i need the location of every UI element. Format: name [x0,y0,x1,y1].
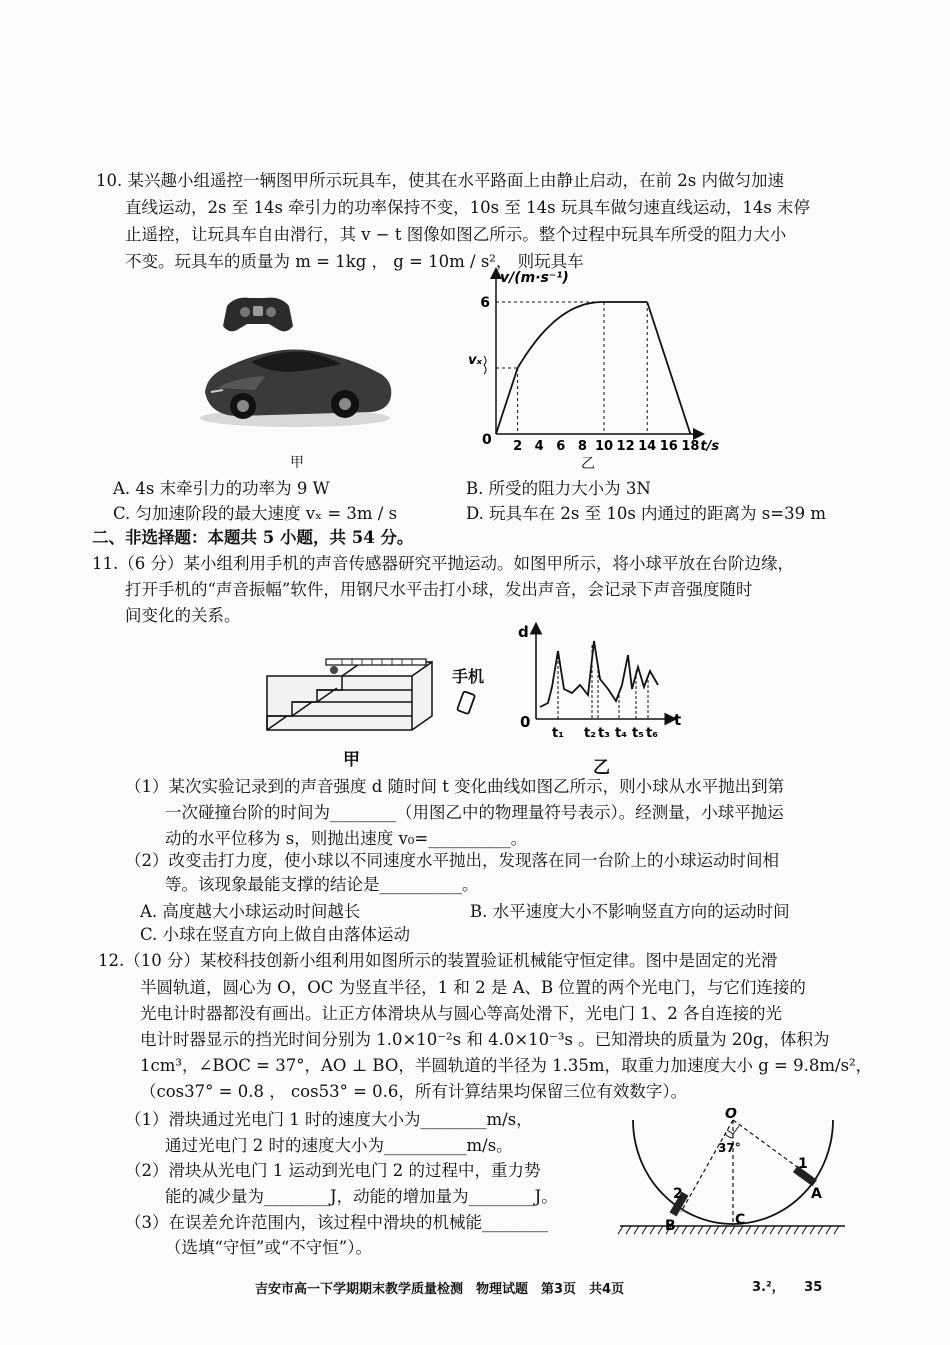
stairs-figure [262,652,437,737]
vt-segment-decel [647,302,690,434]
q10-option-b: B. 所受的阻力大小为 3N [466,479,651,498]
vt-x-tick-4: 4 [534,439,544,454]
sound-origin-label: 0 [520,713,531,731]
car-body-icon [200,350,391,428]
q11-sub1-line-2: 一次碰撞台阶的时间为________（用图乙中的物理量符号表示）。经测量，小球平抛运 [165,803,784,822]
track-label-o: O [725,1108,737,1122]
vt-y-tick-vx: vₓ [468,353,482,368]
vt-segment-accel [496,368,518,434]
q12-sub3-line-2: （选填“守恒”或“不守恒”）。 [165,1238,372,1257]
toy-car-figure [195,292,400,432]
q12-line-2: 半圆轨道，圆心为 O，OC 为竖直半径，1 和 2 是 A、B 位置的两个光电门，与它们连接的 [140,978,806,997]
track-label-gate2: 2 [673,1186,683,1202]
semicircle-track-figure [615,1108,850,1243]
sound-y-label: d [518,623,529,641]
q11-sub1-line-3: 动的水平位移为 s，则抛出速度 v₀=__________。 [165,829,528,848]
footer-text: 吉安市高一下学期期末教学质量检测 物理试题 第3页 共4页 [255,1282,625,1297]
vt-x-tick-12: 12 [616,439,635,454]
vt-x-tick-16: 16 [659,439,678,454]
vt-x-label: t/s [700,439,720,454]
vt-x-tick-14: 14 [638,439,657,454]
section-2-heading: 二、非选择题：本题共 5 小题，共 54 分。 [92,528,414,547]
q10-line-4: 不变。玩具车的质量为 m = 1kg ， g = 10m / s²， 则玩具车 [125,252,584,271]
track-label-gate1: 1 [798,1156,808,1172]
vt-x-tick-18: 18 [681,439,700,454]
track-label-a: A [811,1186,822,1202]
vt-origin-label: 0 [482,432,492,448]
q11-line-2: 打开手机的“声音振幅”软件，用钢尺水平击打小球，发出声音，会记录下声音强度随时 [125,580,753,599]
q11-option-c: C. 小球在竖直方向上做自由落体运动 [140,925,411,944]
track-label-b: B [665,1218,676,1234]
q10-line-3: 止遥控，让玩具车自由滑行，其 v − t 图像如图乙所示。整个过程中玩具车所受的阻力大小 [125,225,787,244]
q12-sub3-line-1: （3）在误差允许范围内，该过程中滑块的机械能________ [125,1213,548,1232]
vt-brace-mark [484,356,486,374]
q11-fig-yi-caption: 乙 [593,758,610,778]
sound-tick-t6: t₆ [646,726,658,741]
q12-sub1-line-1: （1）滑块通过光电门 1 时的速度大小为________m/s， [125,1110,533,1129]
vt-segment-curve [518,302,604,368]
sound-x-label: t [674,711,682,729]
q12-sub1-line-2: 通过光电门 2 时的速度大小为__________m/s。 [165,1136,513,1155]
q11-sub1-line-1: （1）某次实验记录到的声音强度 d 随时间 t 变化曲线如图乙所示，则小球从水平抛出到第 [125,777,785,796]
q10-fig-jia-caption: 甲 [290,455,304,471]
ball-icon [330,666,338,674]
q10-option-d: D. 玩具车在 2s 至 10s 内通过的距离为 s=39 m [466,504,826,523]
q12-line-5: 1cm³，∠BOC = 37°，AO ⊥ BO，半圆轨道的半径为 1.35m，取重力加速度大小 g = 9.8m/s²， [140,1056,873,1075]
q12-line-6: （cos37° = 0.8 ， cos53° = 0.6，所有计算结果均保留三位有效数字）。 [140,1082,688,1101]
sound-tick-t3: t₃ [598,726,610,741]
q10-option-c: C. 匀加速阶段的最大速度 vₓ = 3m / s [113,504,398,523]
sound-tick-t4: t₄ [615,726,627,741]
track-label-angle: 37° [718,1141,741,1155]
q11-option-a: A. 高度越大小球运动时间越长 [140,902,361,921]
q10-fig-yi-caption: 乙 [581,456,595,472]
q12-line-1: 12.（10 分）某校科技创新小组利用如图所示的装置验证机械能守恒定律。图中是固定的光滑 [98,951,778,970]
vt-y-label: v/(m·s⁻¹) [500,270,569,286]
vt-x-tick-8: 8 [577,439,587,454]
phone-label: 手机 [452,667,485,686]
q11-fig-jia-caption: 甲 [343,750,360,770]
footer-marks: 3.²， 35 [752,1280,823,1295]
q12-sub2-line-2: 能的减少量为________J，动能的增加量为________J。 [165,1187,558,1206]
q11-option-b: B. 水平速度大小不影响竖直方向的运动时间 [470,902,790,921]
vt-x-tick-6: 6 [556,439,566,454]
q12-sub2-line-1: （2）滑块从光电门 1 运动到光电门 2 的过程中，重力势 [125,1161,541,1180]
sound-tick-t1: t₁ [552,726,564,741]
q11-line-3: 间变化的关系。 [125,606,241,625]
q10-line-2: 直线运动，2s 至 14s 牵引力的功率保持不变，10s 至 14s 玩具车做匀速直线运动，14s 末停 [125,198,811,217]
q12-line-3: 光电计时器都没有画出。让正方体滑块从与圆心等高处滑下，光电门 1、2 各自连接的光 [140,1004,782,1023]
vt-x-tick-2: 2 [513,439,523,454]
vt-x-tick-10: 10 [594,439,614,454]
vt-y-tick-6: 6 [480,295,490,311]
phone-icon [455,690,480,718]
sound-tick-t2: t₂ [584,726,596,741]
q11-sub2-line-2: 等。该现象最能支撑的结论是__________。 [165,875,479,894]
q10-line-1: 10. 某兴趣小组遥控一辆图甲所示玩具车，使其在水平路面上由静止启动，在前 2s 内做匀加速 [96,171,784,190]
q12-line-4: 电计时器显示的挡光时间分别为 1.0×10⁻²s 和 4.0×10⁻³s 。已知滑块的质量为 20g，体积为 [140,1030,830,1049]
vt-chart [440,262,740,467]
sound-chart [512,615,692,750]
q10-option-a: A. 4s 末牵引力的功率为 9 W [113,479,330,498]
sound-tick-t5: t₅ [632,726,644,741]
steel-ruler-icon [326,659,426,665]
track-label-c: C [735,1212,746,1228]
q11-line-1: 11.（6 分）某小组利用手机的声音传感器研究平抛运动。如图甲所示，将小球平放在台阶边缘， [92,554,794,573]
remote-controller-icon [223,298,293,332]
q11-sub2-line-1: （2）改变击打力度，使小球以不同速度水平抛出，发现落在同一台阶上的小球运动时间相 [125,851,779,870]
